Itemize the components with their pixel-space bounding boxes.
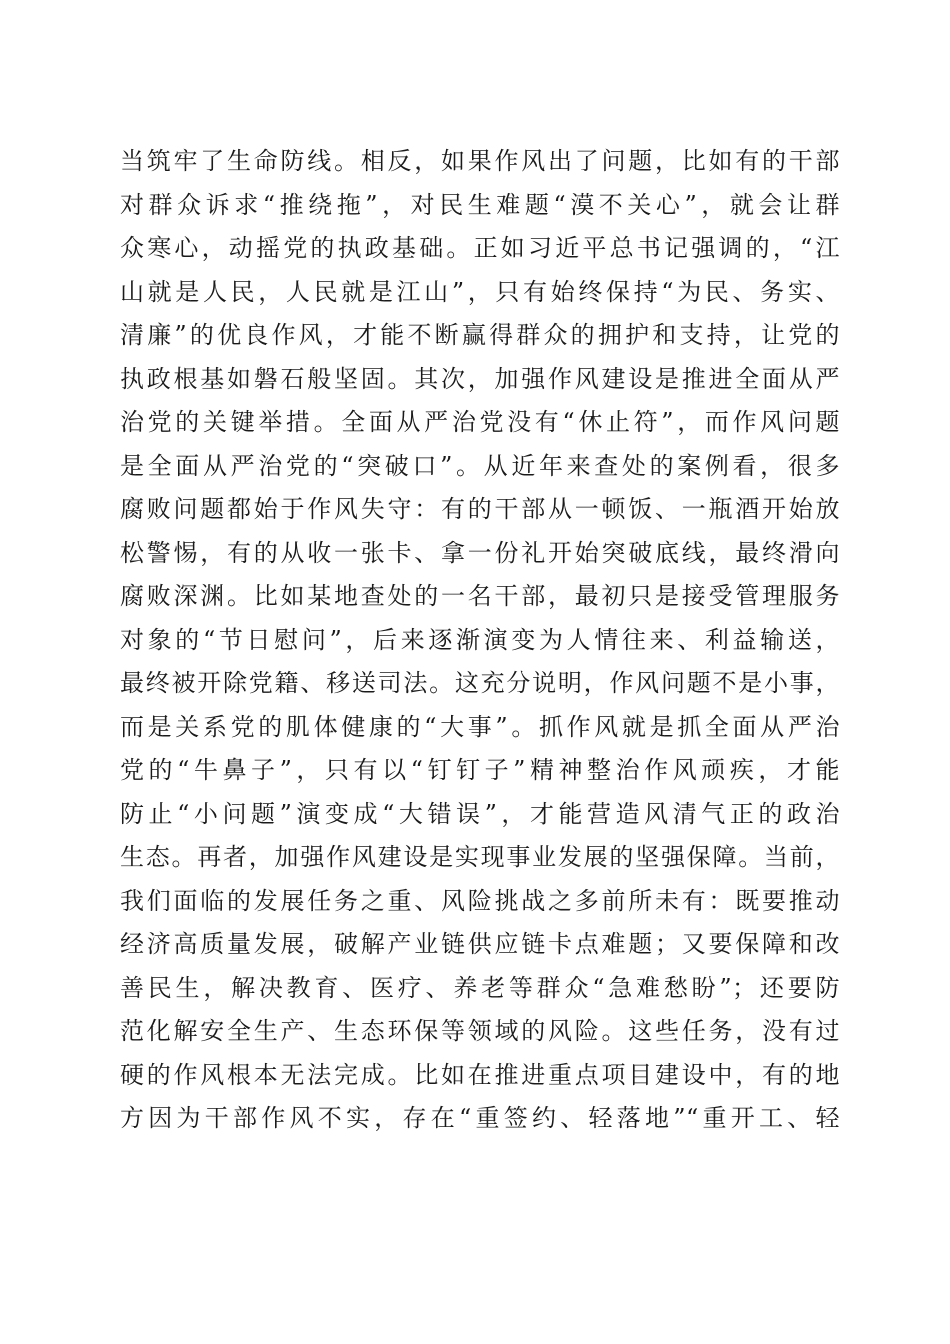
text-line: 山就是人民，人民就是江山”，只有始终保持“为民、务实、 xyxy=(120,277,840,306)
text-line: 善民生，解决教育、医疗、养老等群众“急难愁盼”；还要防 xyxy=(120,973,840,1002)
text-line: 最终被开除党籍、移送司法。这充分说明，作风问题不是小事， xyxy=(120,669,840,697)
text-line: 而是关系党的肌体健康的“大事”。抓作风就是抓全面从严治 xyxy=(120,712,840,741)
text-line: 腐败深渊。比如某地查处的一名干部，最初只是接受管理服务 xyxy=(120,582,840,610)
body-paragraph xyxy=(120,140,840,1141)
text-line: 党的“牛鼻子”，只有以“钉钉子”精神整治作风顽疾，才能 xyxy=(120,756,840,784)
text-line: 腐败问题都始于作风失守：有的干部从一顿饭、一瓶酒开始放 xyxy=(120,495,840,523)
text-line: 经济高质量发展，破解产业链供应链卡点难题；又要保障和改 xyxy=(120,930,840,958)
text-line: 方因为干部作风不实，存在“重签约、轻落地”“重开工、轻 xyxy=(120,1104,840,1132)
text-line: 硬的作风根本无法完成。比如在推进重点项目建设中，有的地 xyxy=(120,1060,840,1089)
text-line: 对群众诉求“推绕拖”，对民生难题“漠不关心”，就会让群 xyxy=(120,190,840,219)
text-line: 众寒心，动摇党的执政基础。正如习近平总书记强调的，“江 xyxy=(120,234,840,262)
text-line: 对象的“节日慰问”，后来逐渐演变为人情往来、利益输送， xyxy=(120,625,840,654)
text-line: 当筑牢了生命防线。相反，如果作风出了问题，比如有的干部 xyxy=(120,147,840,175)
text-line: 是全面从严治党的“突破口”。从近年来查处的案例看，很多 xyxy=(120,451,840,480)
text-line: 我们面临的发展任务之重、风险挑战之多前所未有：既要推动 xyxy=(120,886,840,915)
text-line: 范化解安全生产、生态环保等领域的风险。这些任务，没有过 xyxy=(120,1017,840,1045)
text-line: 生态。再者，加强作风建设是实现事业发展的坚强保障。当前， xyxy=(120,843,840,871)
text-line: 执政根基如磐石般坚固。其次，加强作风建设是推进全面从严 xyxy=(120,364,840,393)
text-line: 防止“小问题”演变成“大错误”，才能营造风清气正的政治 xyxy=(120,799,840,828)
text-line: 清廉”的优良作风，才能不断赢得群众的拥护和支持，让党的 xyxy=(120,321,840,349)
text-line: 松警惕，有的从收一张卡、拿一份礼开始突破底线，最终滑向 xyxy=(120,538,840,567)
text-line: 治党的关键举措。全面从严治党没有“休止符”，而作风问题 xyxy=(120,408,840,436)
